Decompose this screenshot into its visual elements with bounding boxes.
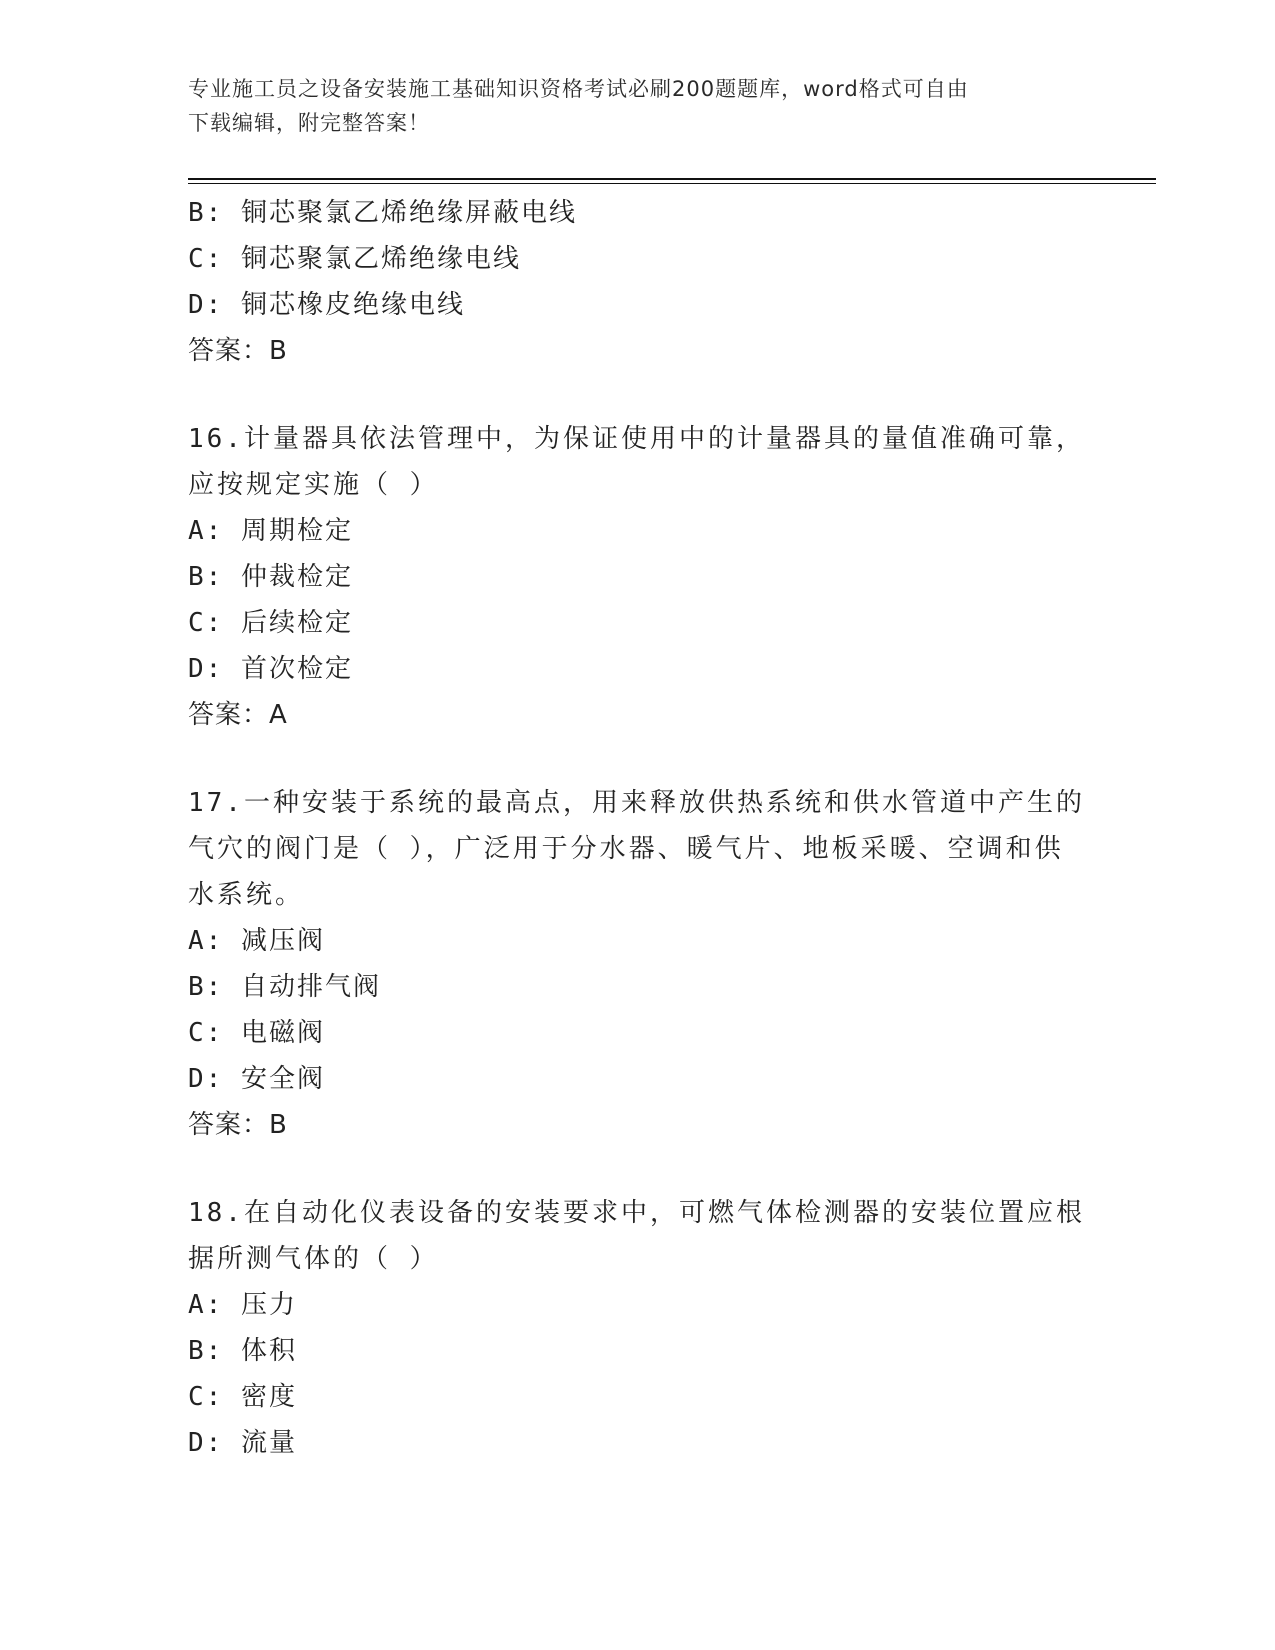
q17-option-a: A: 减压阀: [188, 926, 325, 956]
q16-answer: 答案：A: [188, 700, 288, 730]
spacer: [188, 1148, 1088, 1190]
q17-option-c: C: 电磁阀: [188, 1018, 325, 1048]
q18-option-d: D: 流量: [188, 1428, 297, 1458]
q15-option-d: D: 铜芯橡皮绝缘电线: [188, 290, 465, 320]
q17-option-b: B: 自动排气阀: [188, 972, 381, 1002]
q17-stem-line-3: 水系统。: [188, 880, 305, 910]
document-header: [188, 72, 1068, 140]
header-line-1: 专业施工员之设备安装施工基础知识资格考试必刷200题题库，word格式可自由: [188, 77, 969, 101]
q17-answer: 答案：B: [188, 1110, 288, 1140]
header-rule-thick: [188, 178, 1156, 180]
question-17: [188, 780, 1088, 1148]
q17-stem-line-2: 气穴的阀门是（ ），广泛用于分水器、暖气片、地板采暖、空调和供: [188, 834, 1064, 864]
q18-option-b: B: 体积: [188, 1336, 297, 1366]
question-content: [188, 190, 1088, 1466]
q15-option-b: B: 铜芯聚氯乙烯绝缘屏蔽电线: [188, 198, 577, 228]
q16-option-c: C: 后续检定: [188, 608, 353, 638]
q16-option-a: A: 周期检定: [188, 516, 353, 546]
q17-option-d: D: 安全阀: [188, 1064, 325, 1094]
q15-option-c: C: 铜芯聚氯乙烯绝缘电线: [188, 244, 521, 274]
header-line-2: 下载编辑，附完整答案！: [188, 111, 430, 135]
question-15: [188, 190, 1088, 374]
header-rule-thin: [188, 183, 1156, 184]
q16-option-d: D: 首次检定: [188, 654, 353, 684]
q16-stem-line-2: 应按规定实施（ ）: [188, 470, 439, 500]
q18-stem-line-1: 18.在自动化仪表设备的安装要求中，可燃气体检测器的安装位置应根: [188, 1198, 1085, 1228]
spacer: [188, 374, 1088, 416]
q16-stem-line-1: 16.计量器具依法管理中，为保证使用中的计量器具的量值准确可靠，: [188, 424, 1085, 454]
q18-stem-line-2: 据所测气体的（ ）: [188, 1244, 439, 1274]
question-16: [188, 416, 1088, 738]
question-18: [188, 1190, 1088, 1466]
q15-answer: 答案：B: [188, 336, 288, 366]
q18-option-c: C: 密度: [188, 1382, 297, 1412]
q16-option-b: B: 仲裁检定: [188, 562, 353, 592]
spacer: [188, 738, 1088, 780]
q17-stem-line-1: 17.一种安装于系统的最高点，用来释放供热系统和供水管道中产生的: [188, 788, 1085, 818]
q18-option-a: A: 压力: [188, 1290, 297, 1320]
